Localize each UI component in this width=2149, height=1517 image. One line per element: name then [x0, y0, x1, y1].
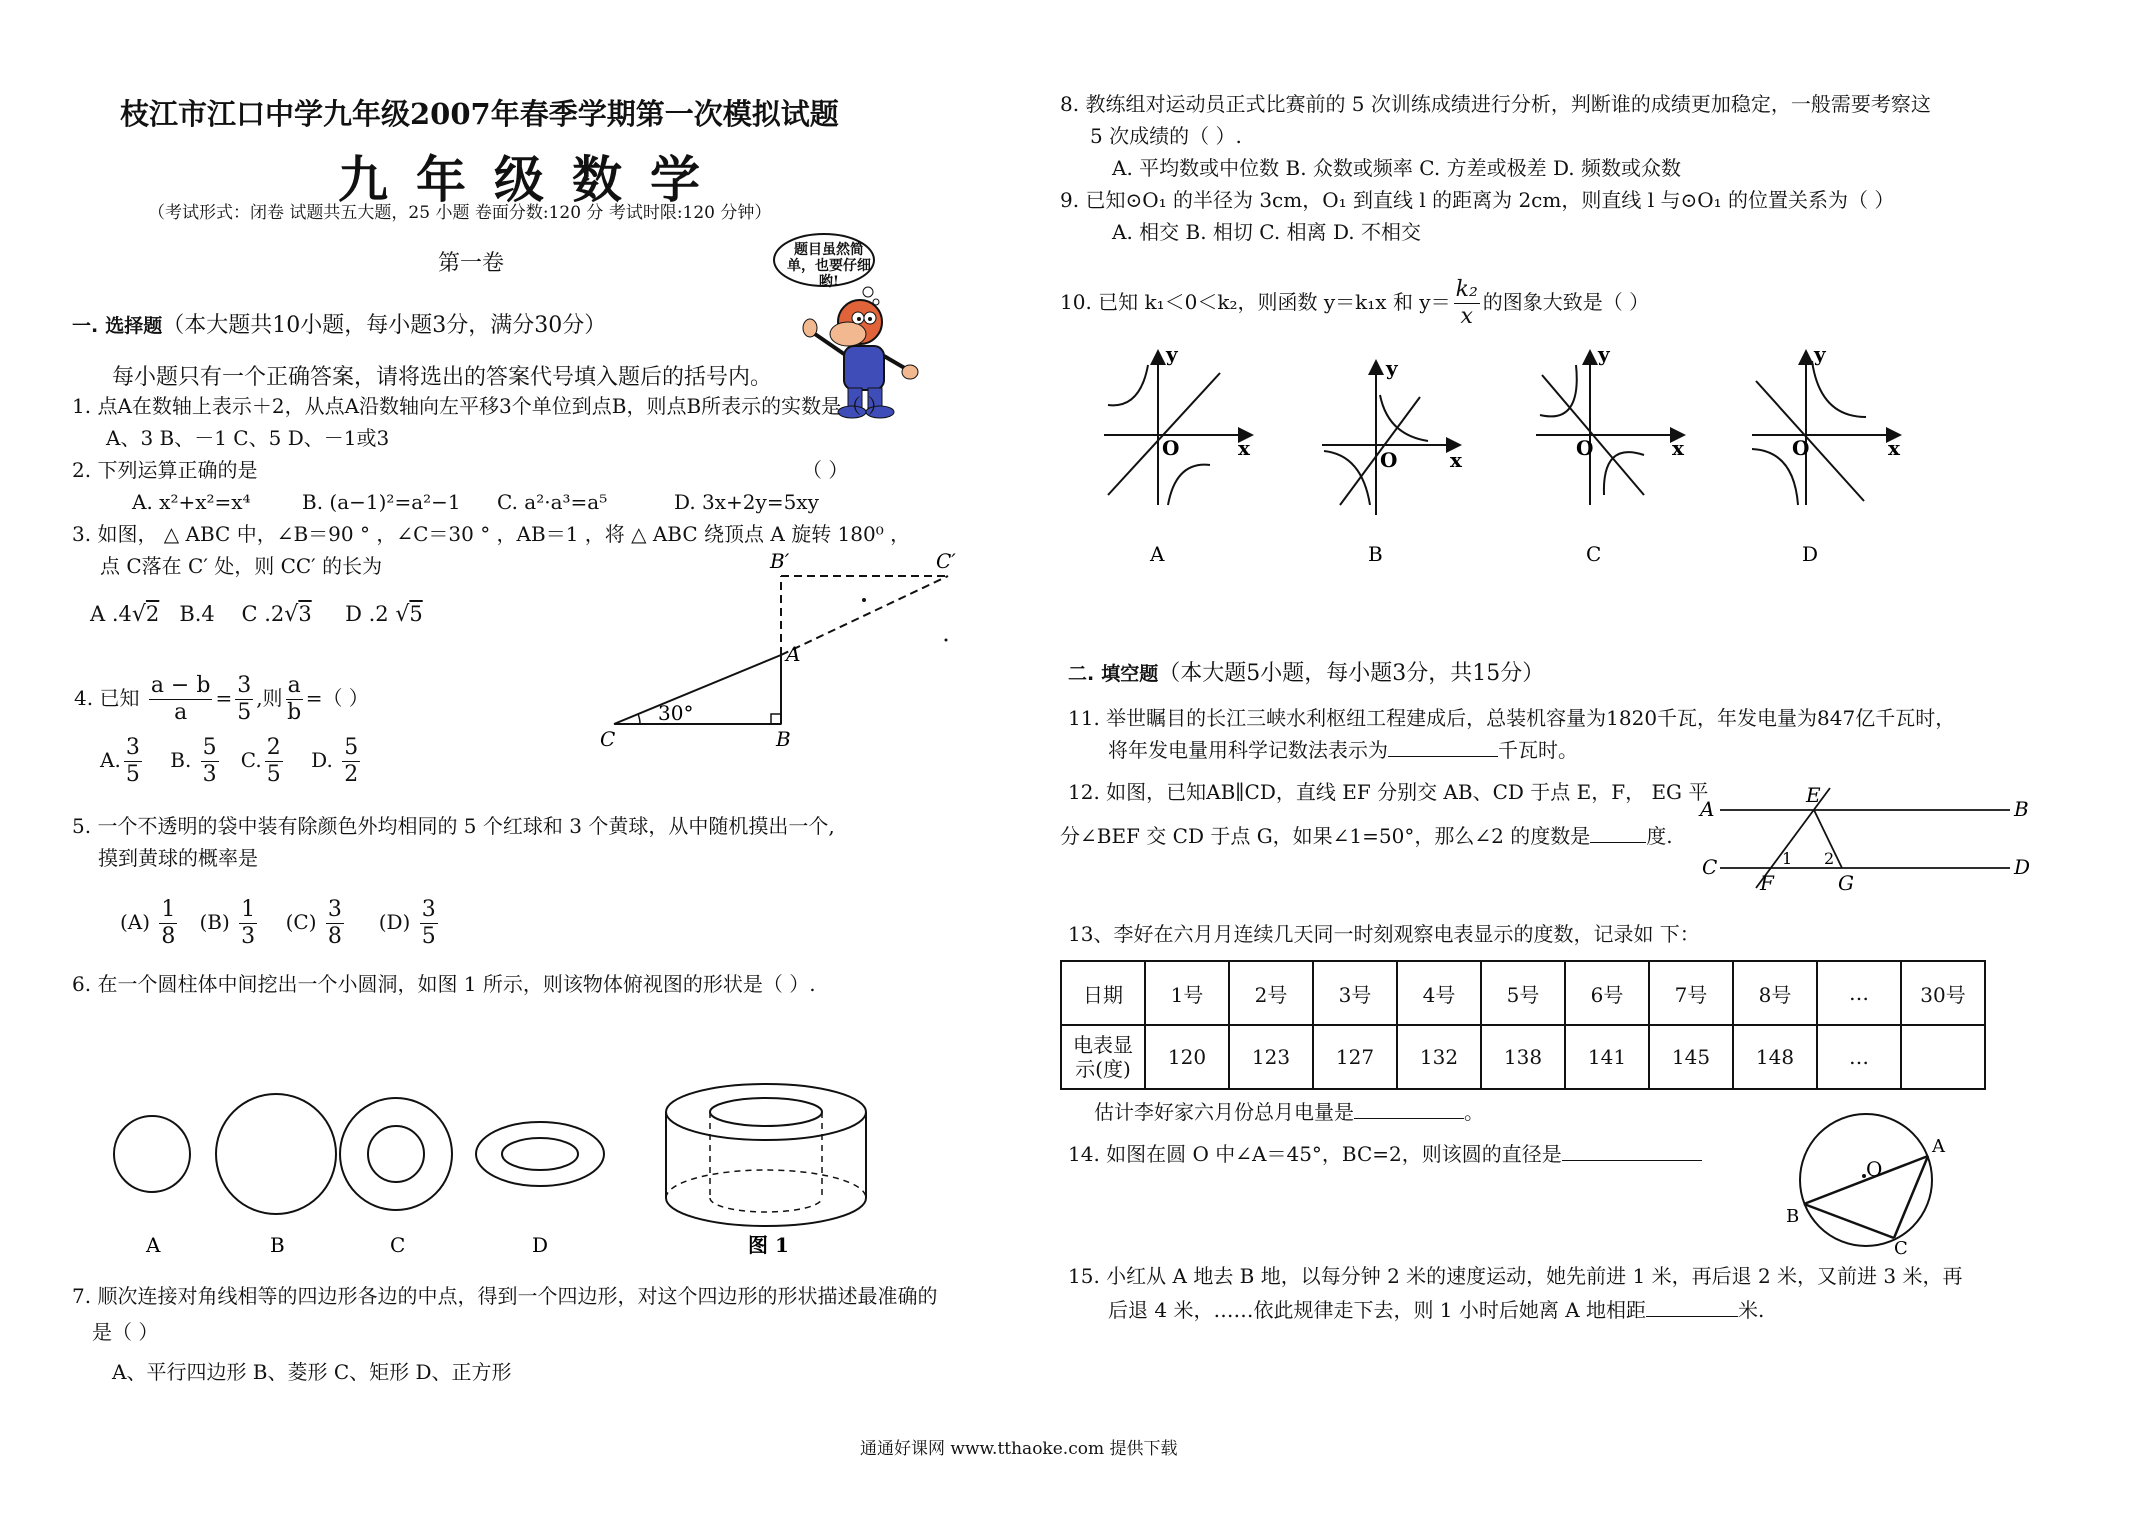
- table-cell: 141: [1565, 1025, 1649, 1089]
- table-cell: 132: [1397, 1025, 1481, 1089]
- q9-options: A. 相交 B. 相切 C. 相离 D. 不相交: [1112, 220, 1421, 244]
- q4-option-c-label: C.: [240, 748, 262, 772]
- q4-eq: =: [215, 686, 233, 710]
- q3-triangle-figure: [600, 548, 960, 778]
- q11-line2-text: 将年发电量用科学记数法表示为: [1108, 738, 1388, 762]
- q4-option-c: [265, 735, 283, 788]
- q12-line2-text: 分∠BEF 交 CD 于点 G，如果∠1=50°，那么∠2 的度数是: [1060, 824, 1591, 848]
- q12-parallel-lines-figure: [1700, 770, 2030, 900]
- q5-option-a-label: (A): [120, 910, 151, 934]
- q10-graph-b-origin: O: [1380, 448, 1398, 472]
- q6-stem: 6. 在一个圆柱体中间挖出一个小圆洞，如图 1 所示，则该物体俯视图的形状是（ ）.: [72, 972, 816, 996]
- q3-fig-label-C-prime: C′: [936, 549, 956, 573]
- q14-fig-label-B: B: [1786, 1206, 1800, 1227]
- q12-fig-label-C: C: [1702, 855, 1718, 879]
- table-cell: 138: [1481, 1025, 1565, 1089]
- q4-fraction-2-num: 3: [237, 673, 252, 698]
- q13-estimate-text: 估计李好家六月份总月电量是: [1094, 1100, 1354, 1124]
- q4-option-a-den: 5: [125, 762, 140, 787]
- table-cell: [1901, 1025, 1985, 1089]
- q4-mid: ,则: [256, 686, 283, 710]
- q6-label-d: D: [532, 1233, 549, 1257]
- q3-fig-angle-label: 30°: [658, 701, 694, 725]
- q10-graph-d-origin: O: [1792, 436, 1810, 460]
- q4-option-d-num: 5: [344, 735, 359, 760]
- q8-line1: 8. 教练组对运动员正式比赛前的 5 次训练成绩进行分析，判断谁的成绩更加稳定，一般需要考察这: [1060, 92, 1931, 116]
- section1-desc: （本大题共10小题，每小题3分，满分30分）: [162, 313, 607, 338]
- q3-option-d: D .2: [345, 602, 389, 626]
- table-cell: 4号: [1397, 961, 1481, 1025]
- q2-option-a: A. x²+x²=x⁴: [132, 490, 251, 514]
- q10-fraction-den: x: [1460, 304, 1473, 329]
- q10-graph-a: [1104, 353, 1250, 505]
- table-cell: 2号: [1229, 961, 1313, 1025]
- q14-fig-label-O: O: [1866, 1157, 1883, 1181]
- q3-options: A .4√2 B.4 C .2√3 D .2 √5: [90, 602, 423, 627]
- q10-graph-c-origin: O: [1576, 436, 1594, 460]
- q4-option-d-den: 2: [344, 762, 359, 787]
- q4-fraction-3-den: b: [287, 700, 302, 725]
- q4-fraction-1-den: a: [174, 700, 188, 725]
- q6-label-figure1: 图 1: [748, 1233, 789, 1257]
- q10-graph-d: [1752, 353, 1898, 505]
- q12-fig-angle-1: 1: [1782, 849, 1793, 868]
- q12-fig-label-A: A: [1700, 797, 1715, 821]
- q7-line1: 7. 顺次连接对角线相等的四边形各边的中点，得到一个四边形，对这个四边形的形状描述最准确的: [72, 1284, 938, 1308]
- table-row: [1061, 961, 1985, 1025]
- q12-answer-blank[interactable]: [1590, 842, 1646, 843]
- q5-option-a-den: 8: [161, 924, 176, 949]
- q3-option-b: B.4: [179, 602, 215, 626]
- q10-graphs: [1100, 342, 2000, 575]
- q15-line1: 15. 小红从 A 地去 B 地，以每分钟 2 米的速度运动，她先前进 1 米，再后退 2 米，又前进 3 米，再: [1068, 1264, 1963, 1288]
- q3-option-c: C .2: [241, 602, 285, 626]
- q12-line2-unit: 度.: [1646, 824, 1673, 848]
- q3-fig-label-B-prime: B′: [770, 549, 790, 573]
- q10-label-a: A: [1150, 542, 1165, 566]
- q2-option-b: B. (a−1)²=a²−1: [302, 490, 461, 514]
- q10-fraction-num: k₂: [1455, 277, 1478, 302]
- q4-option-b-den: 3: [202, 762, 217, 787]
- q12-fig-label-B: B: [2014, 797, 2029, 821]
- q3-option-a: A .4: [90, 602, 132, 626]
- section2-heading: [1068, 656, 1544, 687]
- q10-graph-d-x-label: x: [1888, 436, 1900, 460]
- q4-option-b: [201, 735, 219, 788]
- q10-label-d: D: [1802, 542, 1819, 566]
- q14-answer-blank[interactable]: [1562, 1160, 1702, 1161]
- q5-option-b-label: (B): [199, 910, 230, 934]
- q3-option-d-radicand: 5: [409, 602, 423, 626]
- q14-stem: [1068, 1140, 1702, 1168]
- table-cell: 5号: [1481, 961, 1565, 1025]
- table-row-header-line1: 电表显: [1073, 1033, 1133, 1057]
- q5-option-d-num: 3: [421, 897, 436, 922]
- q10-graph-b-y-label: y: [1386, 356, 1398, 380]
- q13-stem: 13、李好在六月月连续几天同一时刻观察电表显示的度数，记录如 下：: [1068, 922, 1700, 946]
- q3-option-a-radicand: 2: [145, 602, 160, 626]
- q4-fraction-1: [149, 673, 213, 726]
- q4-stem: [74, 668, 369, 728]
- q13-answer-blank[interactable]: [1354, 1118, 1464, 1119]
- q4-fraction-3: [286, 673, 303, 726]
- q3-line1: 3. 如图， △ ABC 中，∠B＝90 ° ，∠C＝30 ° ，AB＝1 ，将 △ ABC 绕顶点 A 旋转 180⁰ ，: [72, 522, 911, 546]
- q4-fraction-2: [235, 673, 253, 726]
- q10-graph-c: [1536, 353, 1682, 505]
- volume-label: 第一卷: [438, 251, 505, 276]
- q11-line2: [1108, 736, 1578, 764]
- q12-line2: [1060, 822, 1673, 850]
- q2-option-d: D. 3x+2y=5xy: [674, 490, 819, 514]
- q1-options: A、3 B、－1 C、5 D、－1或3: [106, 426, 390, 450]
- table-row-header: [1061, 1025, 1145, 1089]
- table-cell: 145: [1649, 1025, 1733, 1089]
- q7-options: A、平行四边形 B、菱形 C、矩形 D、正方形: [112, 1360, 512, 1384]
- q5-option-d: [420, 897, 438, 950]
- section1-num: 一.: [72, 315, 99, 337]
- q5-line2: 摸到黄球的概率是: [98, 846, 258, 870]
- q4-options: [100, 730, 363, 790]
- table-cell: 148: [1733, 1025, 1817, 1089]
- q5-option-c-den: 8: [327, 924, 342, 949]
- q1-stem: 1. 点A在数轴上表示＋2，从点A沿数轴向左平移3个单位到点B，则点B所表示的实数是（ ）: [72, 394, 888, 418]
- table-cell: 6号: [1565, 961, 1649, 1025]
- q4-option-b-num: 5: [202, 735, 217, 760]
- q10-prefix: 10. 已知 k₁＜0＜k₂，则函数 y＝k₁x 和 y＝: [1060, 290, 1451, 314]
- table-cell: 1号: [1145, 961, 1229, 1025]
- q10-graph-d-y-label: y: [1814, 342, 1826, 366]
- q10-graph-a-x-label: x: [1238, 436, 1250, 460]
- q8-options: A. 平均数或中位数 B. 众数或频率 C. 方差或极差 D. 频数或众数: [1112, 156, 1681, 180]
- q5-option-b-den: 3: [241, 924, 256, 949]
- q4-fraction-3-num: a: [287, 673, 301, 698]
- q11-line1: 11. 举世瞩目的长江三峡水利枢纽工程建成后，总装机容量为1820千瓦，年发电量为847亿千瓦时，: [1068, 706, 1956, 730]
- table-cell: …: [1817, 961, 1901, 1025]
- q4-option-b-label: B.: [170, 748, 192, 772]
- q4-option-c-num: 2: [266, 735, 281, 760]
- q9-line1: 9. 已知⊙O₁ 的半径为 3cm，O₁ 到直线 l 的距离为 2cm，则直线 l 与⊙O₁ 的位置关系为（ ）: [1060, 188, 1895, 212]
- q4-prefix: 4. 已知: [74, 686, 140, 710]
- q6-figures: [100, 1080, 920, 1260]
- q5-option-b-num: 1: [241, 897, 256, 922]
- table-cell: 8号: [1733, 961, 1817, 1025]
- q13-estimate-end: 。: [1464, 1100, 1484, 1124]
- exam-title: 枝江市江口中学九年级2007年春季学期第一次模拟试题: [120, 97, 839, 131]
- q10-graph-a-origin: O: [1162, 436, 1180, 460]
- q10-graph-a-y-label: y: [1166, 342, 1178, 366]
- q15-line2-unit: 米.: [1738, 1298, 1765, 1322]
- table-row-header-line2: 示(度): [1075, 1057, 1131, 1081]
- q11-answer-blank[interactable]: [1388, 756, 1498, 757]
- q6-option-c-shape: [340, 1098, 452, 1210]
- q6-label-b: B: [270, 1233, 285, 1257]
- q12-fig-angle-2: 2: [1824, 849, 1835, 868]
- q10-label-c: C: [1586, 542, 1602, 566]
- q3-fig-label-C: C: [600, 727, 616, 751]
- table-cell: 120: [1145, 1025, 1229, 1089]
- q6-option-d-shape: [476, 1122, 604, 1186]
- subject-title: 九年级数学: [338, 150, 728, 209]
- q11-line2-unit: 千瓦时。: [1498, 738, 1578, 762]
- q5-option-a: [159, 897, 177, 950]
- section1-instruction: 每小题只有一个正确答案，请将选出的答案代号填入题后的括号内。: [112, 365, 773, 390]
- q4-option-a-num: 3: [125, 735, 140, 760]
- q4-option-d: [342, 735, 360, 788]
- q10-stem: [1060, 272, 1649, 332]
- q10-label-b: B: [1368, 542, 1383, 566]
- q13-meter-table: [1060, 960, 1986, 1090]
- q5-option-c: [326, 897, 344, 950]
- q12-fig-label-E: E: [1806, 783, 1821, 807]
- q10-tail: 的图象大致是（ ）: [1482, 290, 1650, 314]
- footer-text: 通通好课网 www.tthaoke.com 提供下载: [860, 1439, 1178, 1459]
- q10-graph-c-x-label: x: [1672, 436, 1684, 460]
- table-row: [1061, 1025, 1985, 1089]
- q6-label-c: C: [390, 1233, 406, 1257]
- q2-option-c: C. a²·a³=a⁵: [497, 490, 608, 514]
- q2-stem: 2. 下列运算正确的是: [72, 458, 258, 482]
- q14-fig-label-A: A: [1932, 1136, 1945, 1157]
- q6-option-a-shape: [114, 1116, 190, 1192]
- q6-label-a: A: [146, 1233, 161, 1257]
- table-cell: 30号: [1901, 961, 1985, 1025]
- q5-options: [120, 890, 441, 954]
- q2-paren: （ ）: [802, 458, 849, 482]
- table-cell: …: [1817, 1025, 1901, 1089]
- exam-info: （考试形式：闭卷 试题共五大题，25 小题 卷面分数:120 分 考试时限:120 分钟）: [148, 203, 772, 223]
- q5-option-c-num: 3: [327, 897, 342, 922]
- q12-line1: 12. 如图，已知AB∥CD，直线 EF 分别交 AB、CD 于点 E，F， EG 平: [1068, 780, 1709, 804]
- q4-fraction-1-num: a − b: [150, 673, 211, 698]
- q14-stem-text: 14. 如图在圆 O 中∠A＝45°，BC=2，则该圆的直径是: [1068, 1142, 1562, 1166]
- q15-line2: [1108, 1296, 1764, 1324]
- q13-estimate: [1094, 1098, 1484, 1126]
- table-cell: 7号: [1649, 961, 1733, 1025]
- section1-title: 选择题: [105, 315, 163, 337]
- q6-cylinder-figure: [666, 1084, 866, 1226]
- mascot-speech-bubble: 题目虽然简单，也要仔细哟!: [787, 242, 871, 290]
- table-cell: 127: [1313, 1025, 1397, 1089]
- table-cell: 123: [1229, 1025, 1313, 1089]
- q4-option-a-label: A.: [100, 748, 121, 772]
- table-cell: 3号: [1313, 961, 1397, 1025]
- q14-fig-label-C: C: [1894, 1238, 1908, 1259]
- q4-option-d-label: D.: [311, 748, 333, 772]
- q5-line1: 5. 一个不透明的袋中装有除颜色外均相同的 5 个红球和 3 个黄球，从中随机摸出一个,: [72, 814, 835, 838]
- q10-fraction: [1454, 277, 1480, 330]
- q4-option-a: [124, 735, 142, 788]
- q3-fig-label-A: A: [786, 642, 801, 666]
- q5-option-d-den: 5: [421, 924, 436, 949]
- q15-answer-blank[interactable]: [1646, 1316, 1738, 1317]
- q12-fig-label-F: F: [1760, 871, 1774, 895]
- q5-option-a-num: 1: [161, 897, 176, 922]
- q5-option-c-label: (C): [285, 910, 317, 934]
- q3-line2: 点 C落在 C′ 处，则 CC′ 的长为: [100, 554, 383, 578]
- q14-circle-figure: [1780, 1110, 1980, 1259]
- q15-line2-text: 后退 4 米，……依此规律走下去，则 1 小时后她离 A 地相距: [1108, 1298, 1647, 1322]
- q7-line2: 是（ ）: [92, 1320, 159, 1344]
- q5-option-d-label: (D): [378, 910, 411, 934]
- q8-line2: 5 次成绩的（ ）.: [1090, 124, 1242, 148]
- q3-option-c-radicand: 3: [298, 602, 312, 626]
- q4-option-c-den: 5: [266, 762, 281, 787]
- q10-graph-c-y-label: y: [1598, 342, 1610, 366]
- q12-fig-label-D: D: [2014, 855, 2031, 879]
- q12-fig-label-G: G: [1838, 871, 1854, 895]
- q10-graph-b: [1322, 363, 1458, 515]
- section1-heading: [72, 308, 606, 339]
- q3-fig-label-B: B: [776, 727, 791, 751]
- section2-num: 二.: [1068, 663, 1095, 685]
- q6-option-b-shape: [216, 1094, 336, 1214]
- q5-option-b: [239, 897, 257, 950]
- section2-title: 填空题: [1101, 663, 1159, 685]
- q10-graph-b-x-label: x: [1450, 448, 1462, 472]
- table-cell: 日期: [1061, 961, 1145, 1025]
- q4-tail: =（ ）: [305, 686, 369, 710]
- q4-fraction-2-den: 5: [237, 700, 252, 725]
- section2-desc: （本大题5小题，每小题3分，共15分）: [1158, 661, 1545, 686]
